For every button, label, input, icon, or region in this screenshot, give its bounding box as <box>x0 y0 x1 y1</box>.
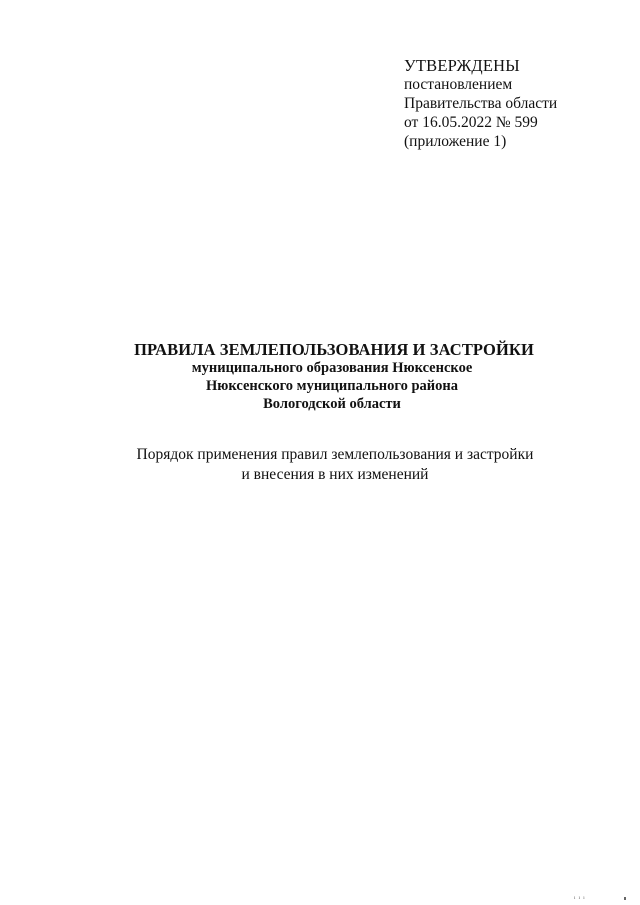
document-description-block <box>0 445 640 485</box>
approval-line-2: Правительства области <box>404 95 558 112</box>
approval-line-1: постановлением <box>404 76 513 93</box>
description-line-2: и внесения в них изменений <box>241 466 429 483</box>
description-line-1: Порядок применения правил землепользования и застройки <box>136 446 534 463</box>
document-title-block <box>0 340 640 413</box>
approval-line-4: (приложение 1) <box>404 133 507 150</box>
approval-stamp-block <box>404 56 624 151</box>
scan-artifact-dot <box>624 897 626 900</box>
document-title: ПРАВИЛА ЗЕМЛЕПОЛЬЗОВАНИЯ И ЗАСТРОЙКИ <box>134 340 534 359</box>
approval-heading: УТВЕРЖДЕНЫ <box>404 56 520 75</box>
document-subtitle-1: муниципального образования Нюксенское <box>191 360 473 376</box>
approval-line-3: от 16.05.2022 № 599 <box>404 114 538 131</box>
document-subtitle-3: Вологодской области <box>263 396 401 412</box>
document-subtitle-2: Нюксенского муниципального района <box>205 378 458 394</box>
scan-artifact-marks: ı ı ı <box>572 896 588 901</box>
